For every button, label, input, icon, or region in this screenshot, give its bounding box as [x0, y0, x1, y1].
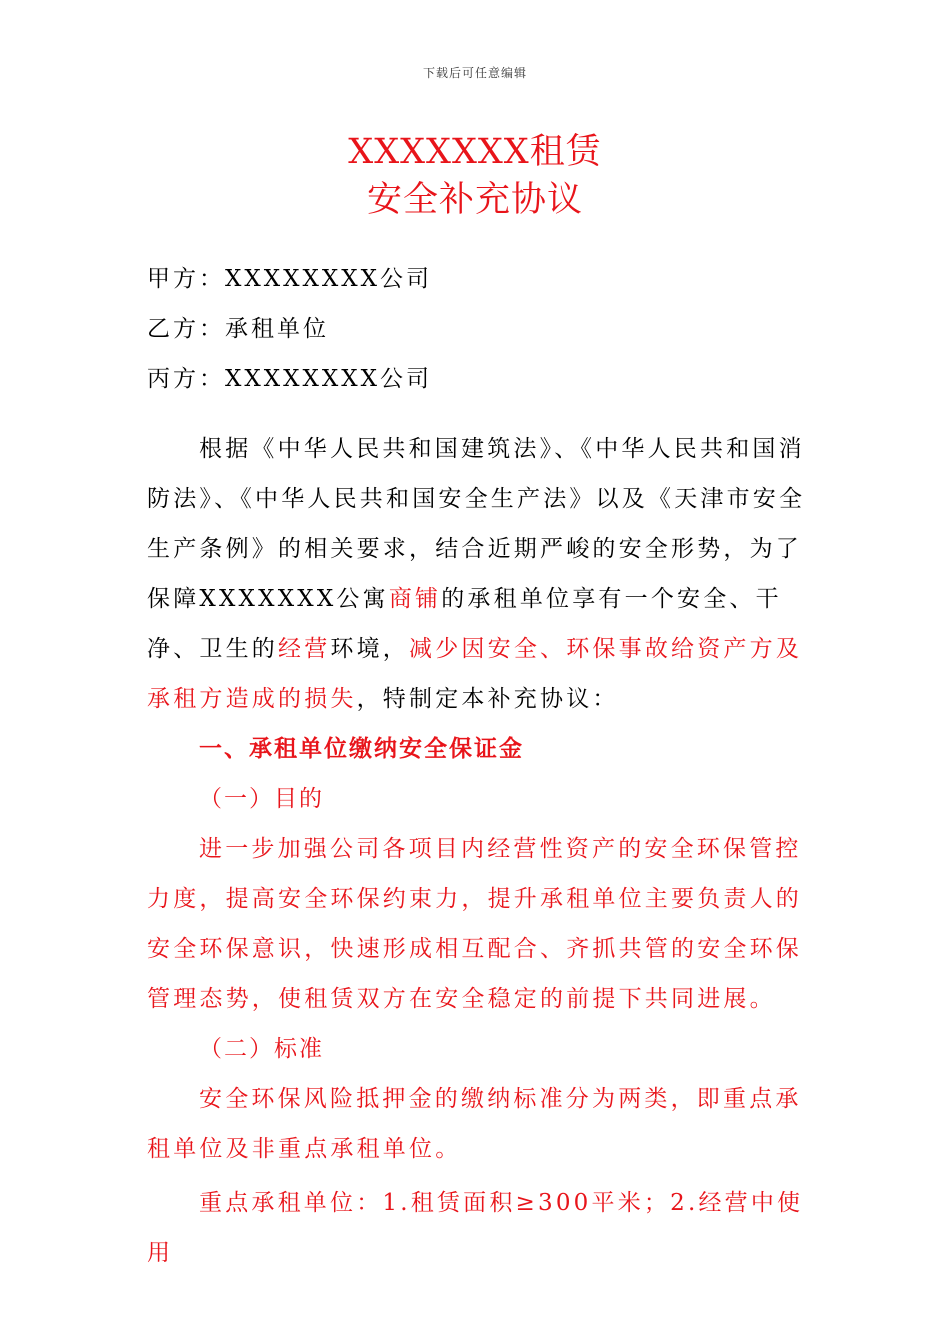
section-1-sub-2-heading: （二）标准: [199, 1036, 324, 1062]
section-1-sub-2-text: 安全环保风险抵押金的缴纳标准分为两类，即重点承租单位及非重点承租单位。: [147, 1086, 802, 1162]
header-note: 下载后可任意编辑: [422, 66, 527, 80]
document-body: [147, 424, 807, 1278]
title-line-1: XXXXXXX租赁: [348, 132, 602, 172]
intro-text-5: 环境，: [330, 636, 410, 662]
section-1-sub-1-text: 进一步加强公司各项目内经营性资产的安全环保管控力度，提高安全环保约束力，提升承租单位主要负责人的安全环保意识，快速形成相互配合、齐抓共管的安全环保管理态势，使租赁双方在安全稳定的前提下共同进展。: [147, 836, 802, 1012]
party-c: 丙方：XXXXXXXX公司: [147, 366, 432, 392]
section-1-heading: 一、承租单位缴纳安全保证金: [199, 735, 524, 762]
intro-paragraph: [147, 424, 807, 724]
section-1-sub-1-heading: （一）目的: [199, 786, 324, 812]
party-b: 乙方：承租单位: [147, 316, 329, 342]
intro-text-7: ，特制定本补充协议：: [356, 686, 619, 712]
document-title: [0, 128, 950, 224]
title-line-2: 安全补充协议: [366, 180, 583, 220]
intro-text-3: 的承租单位享有一个安全、干净、卫生的: [147, 586, 782, 662]
intro-text-4: 经营: [278, 636, 331, 662]
section-1-sub-2-text-2: 重点承租单位：1.租赁面积≥300平米；2.经营中使用: [147, 1190, 804, 1266]
party-a: 甲方：XXXXXXXX公司: [147, 266, 432, 292]
parties-block: [147, 254, 827, 404]
intro-text-1: 根据《中华人民共和国建筑法》、《中华人民共和国消防法》、《中华人民共和国安全生产法》以及《天津市安全生产条例》的相关要求，结合近期严峻的安全形势，为了保障XXXXXXX公寓: [147, 436, 806, 612]
intro-text-2: 商铺: [388, 586, 442, 612]
intro-text-6: 减少因安全、环保事故给资产方及承租方造成的损失: [147, 636, 803, 712]
